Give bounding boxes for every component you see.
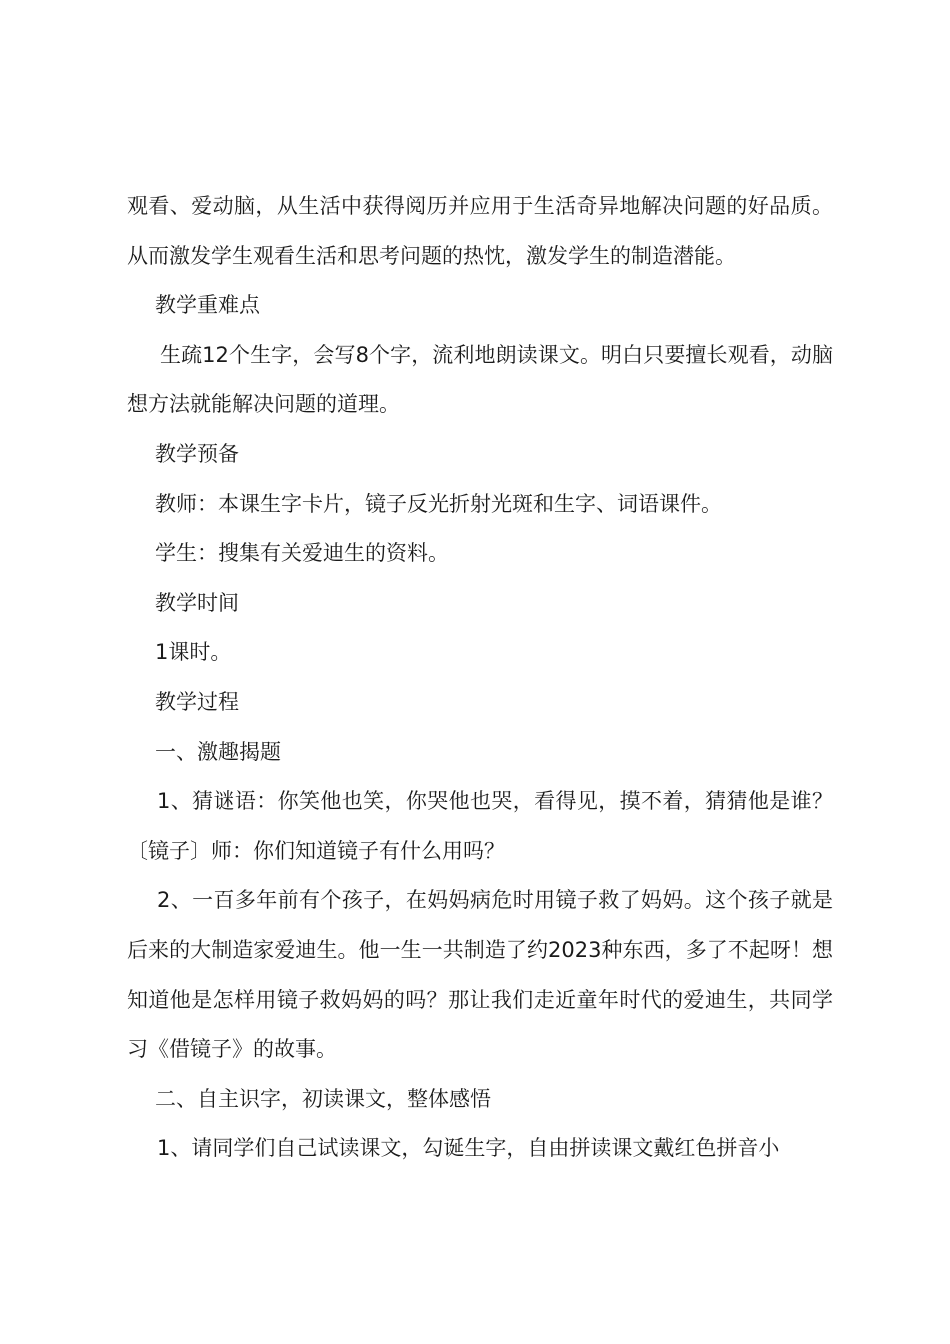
section-heading-process: 教学过程 [155,689,239,714]
paragraph-self-reading: 1、请同学们自己试读课文，勾诞生字，自由拼读课文戴红色拼音小 [157,1136,780,1161]
paragraph-teacher-prep: 教师：本课生字卡片，镜子反光折射光斑和生字、词语课件。 [155,491,722,516]
subsection-heading-intro: 一、激趣揭题 [155,739,281,764]
paragraph-student-prep: 学生：搜集有关爱迪生的资料。 [155,541,449,566]
document-body [127,182,833,1174]
paragraph-edison-story: 2、一百多年前有个孩子，在妈妈病危时用镜子救了妈妈。这个孩子就是后来的大制造家爱迪生。他一生一共制造了约2023种东西，多了不起呀！想知道他是怎样用镜子救妈妈的吗？那让我们走近童年时代的爱迪生，共同学习《借镜子》的故事。 [127,888,833,1062]
paragraph-riddle: 1、猜谜语：你笑他也笑，你哭他也哭，看得见，摸不着，猜猜他是谁？〔镜子〕师：你们知道镜子有什么用吗？ [127,789,833,863]
paragraph-key-points: 生疏12个生字，会写8个字，流利地朗读课文。明白只要擅长观看，动脑想方法就能解决问题的道理。 [127,342,833,417]
paragraph-time: 1课时。 [155,640,232,665]
subsection-heading-self-study: 二、自主识字，初读课文，整体感悟 [155,1086,491,1111]
section-heading-preparation: 教学预备 [155,441,239,466]
section-heading-time: 教学时间 [155,590,239,615]
section-heading-key-points: 教学重难点 [155,293,260,318]
paragraph-intro-continuation: 观看、爱动脑，从生活中获得阅历并应用于生活奇异地解决问题的好品质。从而激发学生观看生活和思考问题的热忱，激发学生的制造潜能。 [127,194,833,268]
